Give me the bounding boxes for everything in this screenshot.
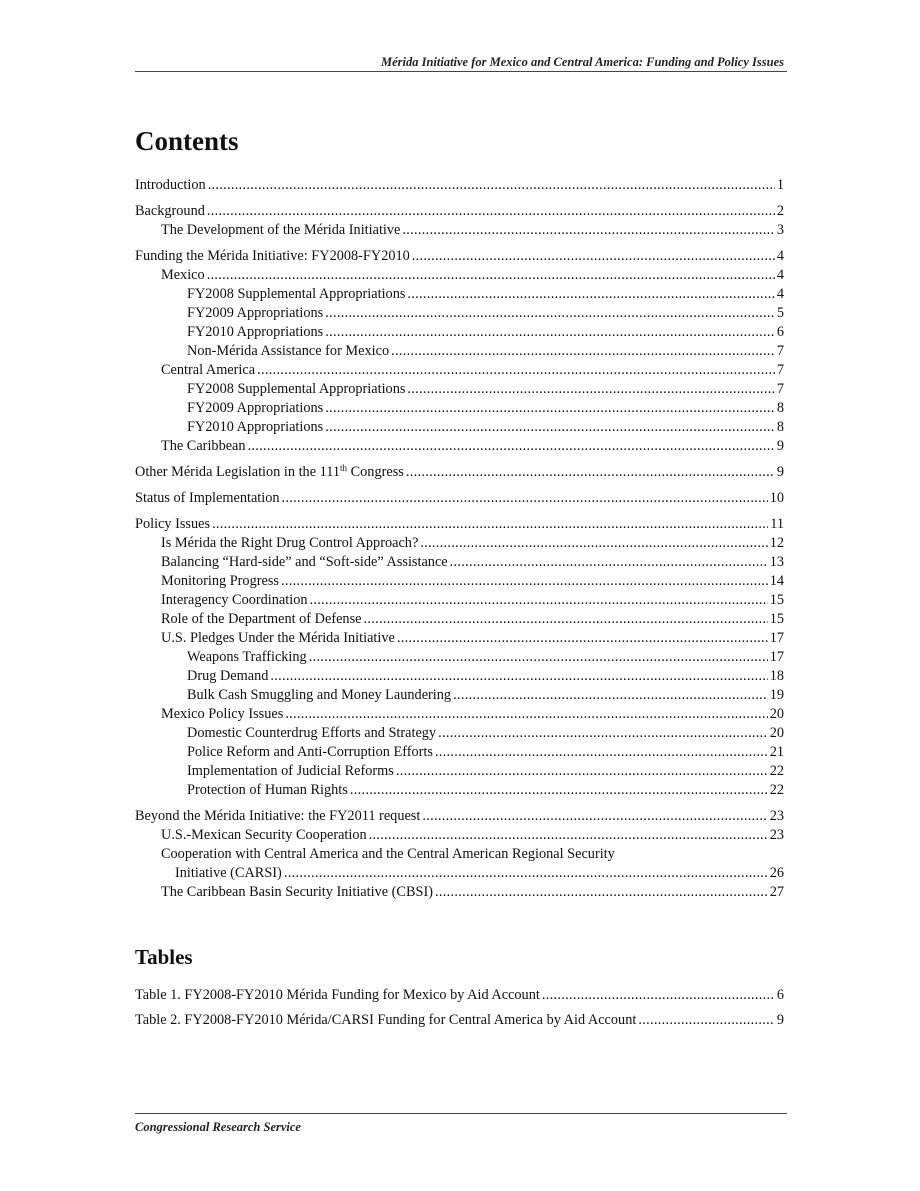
toc-entry-other-legislation[interactable] xyxy=(135,463,784,482)
toc-entry-policy-issues[interactable] xyxy=(135,515,784,534)
dot-leader xyxy=(325,304,775,323)
toc-entry-police-reform[interactable] xyxy=(135,743,784,762)
toc-entry-page: 23 xyxy=(769,827,784,843)
toc-entry-title: Beyond the Mérida Initiative: the FY2011 request xyxy=(135,808,421,824)
dot-leader xyxy=(450,553,768,572)
toc-entry-page: 21 xyxy=(769,744,784,760)
toc-entry-weapons[interactable] xyxy=(135,648,784,667)
list-of-tables xyxy=(135,983,784,1033)
toc-entry-page: 17 xyxy=(769,649,784,665)
dot-leader xyxy=(407,380,774,399)
table-entry-2[interactable] xyxy=(135,1008,784,1033)
dot-leader xyxy=(420,534,767,553)
footer-rule xyxy=(135,1113,787,1114)
dot-leader xyxy=(369,826,768,845)
toc-entry-title: U.S.-Mexican Security Cooperation xyxy=(161,827,367,843)
toc-entry-page: 19 xyxy=(769,687,784,703)
toc-entry-mx-fy2008[interactable] xyxy=(135,285,784,304)
toc-entry-interagency[interactable] xyxy=(135,591,784,610)
toc-entry-status[interactable] xyxy=(135,489,784,508)
toc-entry-page: 8 xyxy=(776,419,784,435)
toc-entry-mexico[interactable] xyxy=(135,266,784,285)
toc-entry-introduction[interactable] xyxy=(135,176,784,195)
dot-leader xyxy=(391,342,775,361)
toc-entry-title: FY2009 Appropriations xyxy=(187,305,324,321)
toc-entry-ca-fy2009[interactable] xyxy=(135,399,784,418)
table-entry-page: 9 xyxy=(776,1012,784,1028)
toc-entry-title xyxy=(135,463,404,482)
dot-leader xyxy=(638,1008,775,1033)
dot-leader xyxy=(435,883,768,902)
dot-leader xyxy=(309,648,768,667)
dot-leader xyxy=(402,221,774,240)
toc-entry-balancing[interactable] xyxy=(135,553,784,572)
title-text-end: Congress xyxy=(347,464,404,480)
toc-entry-page: 4 xyxy=(776,248,784,264)
toc-entry-title: Drug Demand xyxy=(187,668,269,684)
dot-leader xyxy=(248,437,775,456)
toc-entry-title: FY2009 Appropriations xyxy=(187,400,324,416)
toc-entry-title: Police Reform and Anti-Corruption Efforts xyxy=(187,744,433,760)
toc-entry-background[interactable] xyxy=(135,202,784,221)
toc-entry-title: Mexico Policy Issues xyxy=(161,706,284,722)
toc-entry-title: Implementation of Judicial Reforms xyxy=(187,763,394,779)
toc-entry-mx-fy2009[interactable] xyxy=(135,304,784,323)
table-of-contents xyxy=(135,176,784,902)
toc-entry-page: 1 xyxy=(776,177,784,193)
toc-entry-title-line1: Cooperation with Central America and the Central American Regional Security xyxy=(161,846,615,862)
toc-entry-title: Central America xyxy=(161,362,256,378)
toc-entry-title: Balancing “Hard-side” and “Soft-side” Assistance xyxy=(161,554,448,570)
toc-entry-page: 4 xyxy=(776,267,784,283)
toc-entry-mx-fy2010[interactable] xyxy=(135,323,784,342)
toc-entry-title: Funding the Mérida Initiative: FY2008-FY2010 xyxy=(135,248,410,264)
contents-heading: Contents xyxy=(135,126,239,156)
toc-entry-mexico-policy[interactable] xyxy=(135,705,784,724)
toc-entry-page: 23 xyxy=(769,808,784,824)
toc-entry-title: The Caribbean xyxy=(161,438,246,454)
toc-entry-title: Domestic Counterdrug Efforts and Strategy xyxy=(187,725,437,741)
toc-entry-beyond[interactable] xyxy=(135,807,784,826)
dot-leader xyxy=(435,743,768,762)
dot-leader xyxy=(325,323,775,342)
toc-entry-carsi[interactable] xyxy=(135,845,784,883)
toc-entry-ca-fy2008[interactable] xyxy=(135,380,784,399)
toc-entry-caribbean[interactable] xyxy=(135,437,784,456)
dot-leader xyxy=(207,202,775,221)
dot-leader xyxy=(207,266,775,285)
toc-entry-title: Status of Implementation xyxy=(135,490,280,506)
toc-entry-page: 15 xyxy=(769,611,784,627)
toc-entry-title: Is Mérida the Right Drug Control Approach? xyxy=(161,535,419,551)
toc-entry-title: Background xyxy=(135,203,205,219)
toc-entry-title-line2: Initiative (CARSI) xyxy=(175,865,282,881)
dot-leader xyxy=(284,864,768,883)
dot-leader xyxy=(325,418,775,437)
toc-entry-title: Non-Mérida Assistance for Mexico xyxy=(187,343,390,359)
toc-entry-page: 12 xyxy=(769,535,784,551)
dot-leader xyxy=(453,686,768,705)
toc-entry-title: Bulk Cash Smuggling and Money Laundering xyxy=(187,687,452,703)
toc-entry-page: 18 xyxy=(769,668,784,684)
toc-entry-page: 17 xyxy=(769,630,784,646)
toc-entry-page: 11 xyxy=(770,516,784,532)
toc-entry-page: 10 xyxy=(769,490,784,506)
dot-leader xyxy=(310,591,768,610)
dot-leader xyxy=(208,176,775,195)
toc-entry-page: 9 xyxy=(776,464,784,480)
dot-leader xyxy=(397,629,768,648)
toc-entry-central-america[interactable] xyxy=(135,361,784,380)
toc-entry-page: 20 xyxy=(769,706,784,722)
dot-leader xyxy=(363,610,767,629)
toc-entry-title: Role of the Department of Defense xyxy=(161,611,362,627)
toc-entry-page: 14 xyxy=(769,573,784,589)
title-text: Other Mérida Legislation in the 111 xyxy=(135,464,341,480)
toc-entry-page: 7 xyxy=(776,362,784,378)
toc-entry-ca-fy2010[interactable] xyxy=(135,418,784,437)
toc-entry-title: FY2010 Appropriations xyxy=(187,419,324,435)
toc-entry-funding[interactable] xyxy=(135,247,784,266)
running-footer: Congressional Research Service xyxy=(135,1120,301,1134)
toc-entry-title: Introduction xyxy=(135,177,206,193)
dot-leader xyxy=(412,247,775,266)
table-entry-page: 6 xyxy=(776,987,784,1003)
toc-entry-page: 8 xyxy=(776,400,784,416)
toc-entry-page: 13 xyxy=(769,554,784,570)
toc-entry-cbsi[interactable] xyxy=(135,883,784,902)
toc-entry-title: Mexico xyxy=(161,267,205,283)
toc-entry-drug-demand[interactable] xyxy=(135,667,784,686)
toc-entry-title: Weapons Trafficking xyxy=(187,649,307,665)
toc-entry-drug-control[interactable] xyxy=(135,534,784,553)
toc-entry-page: 20 xyxy=(769,725,784,741)
toc-entry-dod[interactable] xyxy=(135,610,784,629)
toc-entry-counterdrug[interactable] xyxy=(135,724,784,743)
toc-entry-title: Protection of Human Rights xyxy=(187,782,348,798)
dot-leader xyxy=(212,515,768,534)
toc-entry-title: FY2008 Supplemental Appropriations xyxy=(187,381,406,397)
toc-entry-page: 4 xyxy=(776,286,784,302)
toc-entry-monitoring[interactable] xyxy=(135,572,784,591)
toc-entry-page: 27 xyxy=(769,884,784,900)
toc-entry-page: 5 xyxy=(776,305,784,321)
toc-entry-judicial[interactable] xyxy=(135,762,784,781)
toc-entry-pledges[interactable] xyxy=(135,629,784,648)
toc-entry-page: 7 xyxy=(776,343,784,359)
toc-entry-page: 15 xyxy=(769,592,784,608)
dot-leader xyxy=(285,705,767,724)
dot-leader xyxy=(438,724,768,743)
dot-leader xyxy=(422,807,767,826)
toc-entry-us-mexican[interactable] xyxy=(135,826,784,845)
toc-entry-page: 2 xyxy=(776,203,784,219)
toc-entry-development[interactable] xyxy=(135,221,784,240)
toc-entry-page: 6 xyxy=(776,324,784,340)
dot-leader xyxy=(350,781,768,800)
dot-leader xyxy=(281,572,768,591)
toc-entry-title: FY2008 Supplemental Appropriations xyxy=(187,286,406,302)
ordinal-superscript: th xyxy=(340,463,348,473)
toc-entry-page: 22 xyxy=(769,782,784,798)
dot-leader xyxy=(325,399,775,418)
toc-entry-page: 9 xyxy=(776,438,784,454)
toc-entry-title: Monitoring Progress xyxy=(161,573,279,589)
dot-leader xyxy=(282,489,768,508)
toc-entry-title: FY2010 Appropriations xyxy=(187,324,324,340)
dot-leader xyxy=(542,983,775,1008)
header-rule xyxy=(135,71,787,72)
table-entry-title: Table 2. FY2008-FY2010 Mérida/CARSI Funding for Central America by Aid Account xyxy=(135,1012,637,1028)
table-entry-title: Table 1. FY2008-FY2010 Mérida Funding for Mexico by Aid Account xyxy=(135,987,540,1003)
toc-entry-page: 3 xyxy=(776,222,784,238)
toc-entry-title: U.S. Pledges Under the Mérida Initiative xyxy=(161,630,395,646)
dot-leader xyxy=(407,285,774,304)
toc-entry-title: The Caribbean Basin Security Initiative (CBSI) xyxy=(161,884,433,900)
toc-entry-page: 22 xyxy=(769,763,784,779)
dot-leader xyxy=(396,762,768,781)
dot-leader xyxy=(257,361,775,380)
toc-entry-bulk-cash[interactable] xyxy=(135,686,784,705)
dot-leader xyxy=(270,667,767,686)
toc-entry-page: 26 xyxy=(769,865,784,881)
table-entry-1[interactable] xyxy=(135,983,784,1008)
dot-leader xyxy=(406,463,775,482)
running-header: Mérida Initiative for Mexico and Central America: Funding and Policy Issues xyxy=(380,55,784,69)
toc-entry-title: Policy Issues xyxy=(135,516,211,532)
tables-heading: Tables xyxy=(135,945,193,969)
toc-entry-title: Interagency Coordination xyxy=(161,592,308,608)
toc-entry-human-rights[interactable] xyxy=(135,781,784,800)
toc-entry-page: 7 xyxy=(776,381,784,397)
toc-entry-title: The Development of the Mérida Initiative xyxy=(161,222,401,238)
toc-entry-mx-nonmerida[interactable] xyxy=(135,342,784,361)
